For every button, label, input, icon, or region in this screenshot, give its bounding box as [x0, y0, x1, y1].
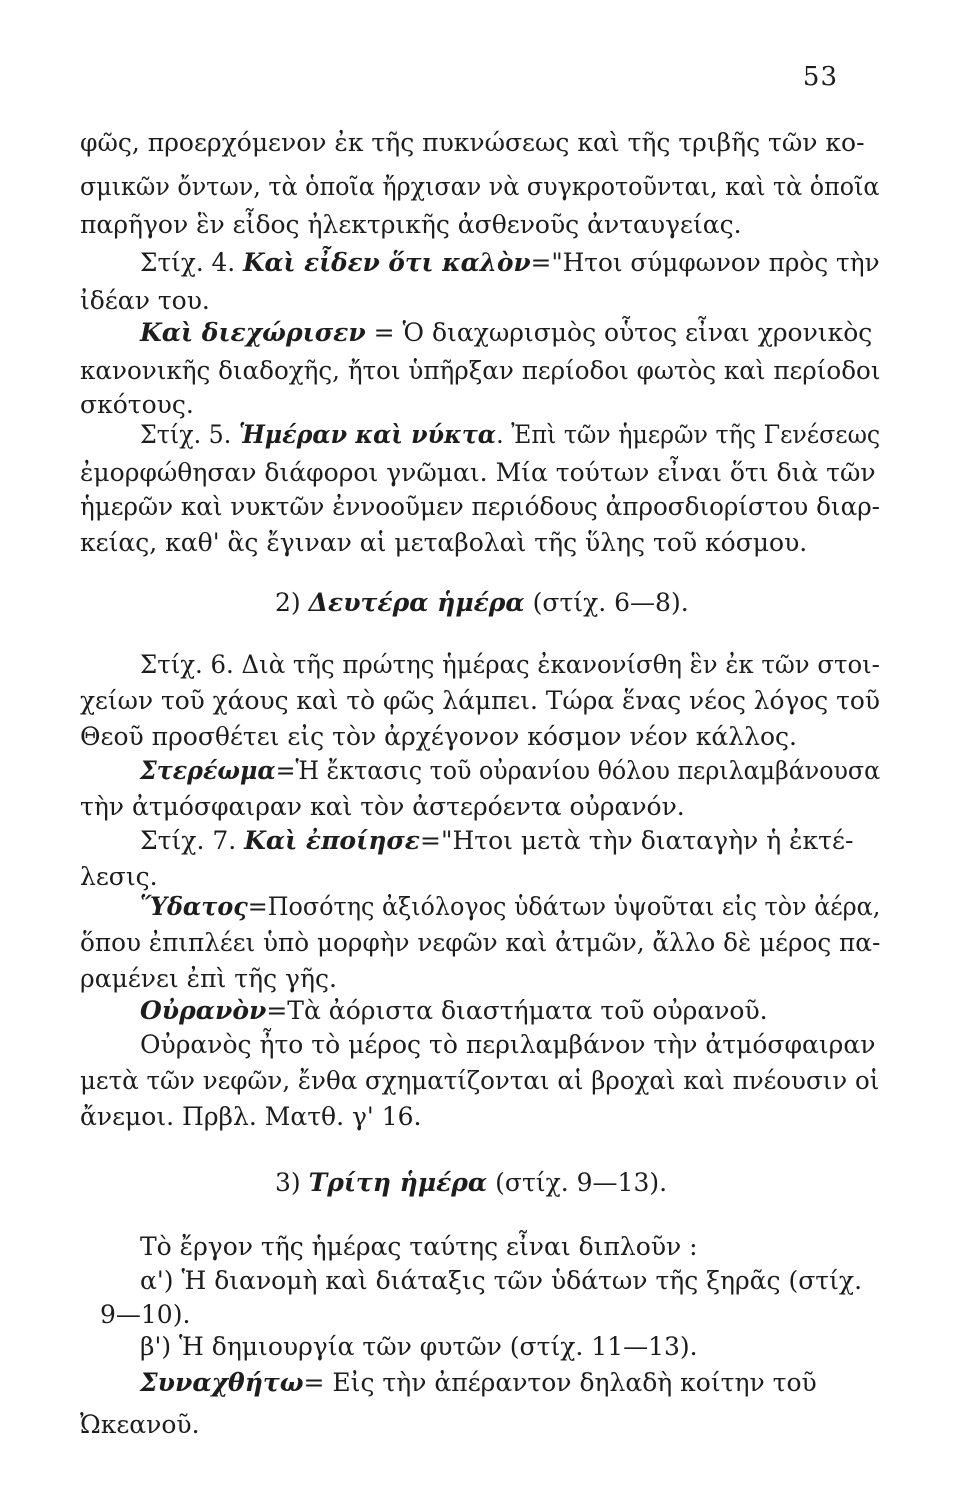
text-line [80, 1102, 422, 1132]
text-line [140, 318, 872, 348]
text-line [140, 826, 853, 856]
text-line [140, 1266, 862, 1296]
text-run: ἐμορφώθησαν διάφοροι γνῶμαι. Μία τούτων εἶναι ὅτι διὰ τῶν [80, 458, 876, 487]
text-line [80, 686, 880, 716]
text-line [80, 1410, 200, 1440]
text-run: Θεοῦ προσθέτει εἰς τὸν ἀρχέγονον κόσμον νέον κάλλος. [80, 722, 797, 751]
text-line [80, 172, 879, 202]
text-run: Στίχ. 4. [140, 248, 244, 277]
text-line [140, 996, 768, 1026]
text-run: παρῆγον ἓν εἶδος ἠλεκτρικῆς ἀσθενοῦς ἀνταυγείας. [80, 210, 742, 239]
text-run: κείας, καθ' ἃς ἔγιναν αἱ μεταβολαὶ τῆς ὕλης τοῦ κόσμου. [80, 528, 808, 557]
text-line [140, 420, 880, 450]
text-line [80, 390, 194, 420]
text-run: ἄνεμοι. Πρβλ. Ματθ. γ' 16. [80, 1102, 422, 1131]
text-run: Τὸ ἔργον τῆς ἡμέρας ταύτης εἶναι διπλοῦν : [140, 1232, 698, 1261]
text-run: μετὰ τῶν νεφῶν, ἔνθα σχηματίζονται αἱ βροχαὶ καὶ πνέουσιν οἱ [80, 1066, 880, 1095]
text-line [80, 210, 742, 240]
text-line [80, 128, 865, 158]
text-line [140, 1232, 698, 1262]
term-bold: Συναχθήτω [140, 1368, 304, 1397]
term-bold: Στερέωμα [140, 756, 276, 785]
text-line [80, 862, 158, 892]
text-line [140, 650, 880, 680]
term-bold: Καὶ διεχώρισεν [140, 318, 366, 347]
text-run: ἡμερῶν καὶ νυκτῶν ἐννοοῦμεν περιόδους ἀπροσδιορίστου διαρ- [80, 492, 881, 521]
term-bold: Ὕδατος [140, 892, 248, 921]
text-run: σκότους. [80, 390, 194, 419]
text-line [140, 756, 880, 786]
text-run: = Ὁ διαχωρισμὸς οὗτος εἶναι χρονικὸς [365, 318, 873, 347]
text-line [80, 1066, 879, 1096]
text-run: . Ἐπὶ τῶν ἡμερῶν τῆς Γενέσεως [496, 420, 881, 449]
text-line [80, 492, 880, 522]
text-run: 2) [275, 588, 309, 617]
text-line [80, 792, 685, 822]
text-run: Στίχ. 6. Διὰ τῆς πρώτης ἡμέρας ἐκανονίσθη ἓν ἐκ τῶν στοι- [140, 650, 880, 679]
text-line [140, 892, 880, 922]
text-line [140, 1332, 698, 1362]
text-run: =Ἡ ἔκτασις τοῦ οὐρανίου θόλου περιλαμβάνουσα [275, 756, 881, 785]
text-run: Οὐρανὸς ἦτο τὸ μέρος τὸ περιλαμβάνον τὴν ἀτμόσφαιραν [140, 1030, 876, 1059]
page-number: 53 [802, 62, 838, 92]
term-bold: Ἡμέραν καὶ νύκτα [238, 420, 497, 449]
text-run: Στίχ. 5. [140, 420, 239, 449]
text-run: (στίχ. 9—13). [487, 1168, 668, 1197]
text-run: τὴν ἀτμόσφαιραν καὶ τὸν ἀστερόεντα οὐρανόν. [80, 792, 685, 821]
text-run: ὅπου ἐπιπλέει ὑπὸ μορφὴν νεφῶν καὶ ἀτμῶν, ἄλλο δὲ μέρος πα- [80, 928, 881, 957]
text-run: ἰδέαν του. [80, 286, 210, 315]
text-run: ραμένει ἐπὶ τῆς γῆς. [80, 964, 337, 993]
text-line [80, 356, 880, 386]
text-line [80, 286, 210, 316]
text-run: φῶς, προερχόμενον ἐκ τῆς πυκνώσεως καὶ τῆς τριβῆς τῶν κο- [80, 128, 865, 157]
text-line [100, 1300, 190, 1330]
term-bold: Οὐρανὸν [140, 996, 267, 1025]
text-run: χείων τοῦ χάους καὶ τὸ φῶς λάμπει. Τώρα ἕνας νέος λόγος τοῦ [80, 686, 880, 715]
text-run: ="Ητοι σύμφωνον πρὸς τὴν [530, 248, 880, 277]
term-bold: Καὶ εἶδεν ὅτι καλὸν [243, 248, 531, 277]
text-run: Στίχ. 7. [140, 826, 245, 855]
text-run: ="Ητοι μετὰ τὴν διαταγὴν ἡ ἐκτέ- [420, 826, 854, 855]
text-run: =Τὰ ἀόριστα διαστήματα τοῦ οὐρανοῦ. [266, 996, 768, 1025]
term-bold: Τρίτη ἡμέρα [308, 1168, 488, 1197]
term-bold: Δευτέρα ἡμέρα [308, 588, 525, 617]
text-line [140, 1368, 817, 1398]
term-bold: Καὶ ἐποίησε [244, 826, 420, 855]
text-line [80, 528, 807, 558]
text-run: κανονικῆς διαδοχῆς, ἤτοι ὑπῆρξαν περίοδοι φωτὸς καὶ περίοδοι [80, 356, 881, 385]
text-line [80, 964, 337, 994]
text-line [140, 1030, 875, 1060]
text-line [140, 248, 880, 278]
text-run: 3) [275, 1168, 309, 1197]
text-run: β') Ἡ δημιουργία τῶν φυτῶν (στίχ. 11—13). [140, 1332, 698, 1361]
text-line [80, 458, 876, 488]
text-run: Ὠκεανοῦ. [80, 1410, 200, 1439]
section-heading [275, 588, 689, 618]
text-run: (στίχ. 6—8). [524, 588, 689, 617]
text-run: λεσις. [80, 862, 158, 891]
text-line [80, 928, 880, 958]
text-run: 9—10). [100, 1300, 191, 1329]
text-run: = Εἰς τὴν ἀπέραντον δηλαδὴ κοίτην τοῦ [303, 1368, 817, 1397]
text-run: α') Ἡ διανομὴ καὶ διάταξις τῶν ὑδάτων τῆς ξηρᾶς (στίχ. [140, 1266, 863, 1295]
text-run: σμικῶν ὄντων, τὰ ὁποῖα ἤρχισαν νὰ συγκροτοῦνται, καὶ τὰ ὁποῖα [80, 172, 880, 201]
section-heading [275, 1168, 667, 1198]
text-line [80, 722, 797, 752]
text-run: =Ποσότης ἀξιόλογος ὑδάτων ὑψοῦται εἰς τὸν ἀέρα, [247, 892, 881, 921]
